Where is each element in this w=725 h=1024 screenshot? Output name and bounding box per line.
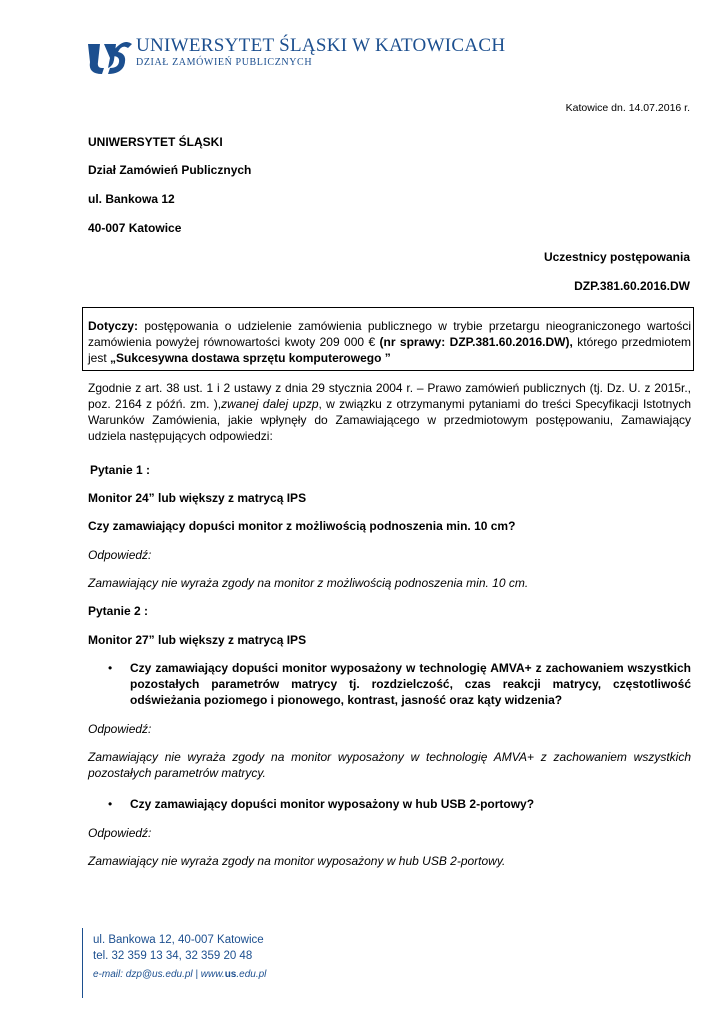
question-1-title: Pytanie 1 : [90, 463, 151, 477]
department-name: DZIAŁ ZAMÓWIEŃ PUBLICZNYCH [136, 57, 313, 68]
answer-1-text: Zamawiający nie wyraża zgody na monitor z możliwością podnoszenia min. 10 cm. [88, 576, 529, 590]
answer-1-label: Odpowiedź: [88, 548, 152, 562]
university-name: UNIWERSYTET ŚLĄSKI W KATOWICACH [136, 35, 506, 56]
subject-text: Dotyczy: postępowania o udzielenie zamówienia publicznego w trybie przetargu nieograniczonego wartości zamówienia powyżej równowartości kwoty 209 000 € (nr sprawy: DZP.381.60.2016.DW), którego przedmiotem jest „Sukcesywna dostawa sprzętu komputerowego ” [88, 319, 692, 365]
recipient: Uczestnicy postępowania [543, 250, 690, 264]
intro-paragraph: Zgodnie z art. 38 ust. 1 i 2 ustawy z dnia 29 stycznia 2004 r. – Prawo zamówień publicznych (tj. Dz. U. z 2015r., poz. 2164 z późń. zm. ),zwanej dalej upzp, w związku z otrzymanymi pytaniami do treści Specyfikacji Istotnych Warunków Zamówienia, jakie wpłynęły do Zamawiającego w przedmiotowym postępowaniu, Zamawiający udziela następujących odpowiedzi: [88, 381, 691, 443]
footer-divider [82, 928, 83, 998]
question-1-subject: Monitor 24” lub większy z matrycą IPS [88, 491, 307, 505]
bullet-icon: • [108, 661, 113, 675]
address-line-2: Dział Zamówień Publicznych [88, 163, 252, 177]
footer-contact: e-mail: dzp@us.edu.pl | www.us.edu.pl [93, 969, 267, 980]
subject-case-ref: (nr sprawy: DZP.381.60.2016.DW), [379, 335, 573, 349]
answer-2b-label: Odpowiedź: [88, 826, 152, 840]
letter-date: Katowice dn. 14.07.2016 r. [565, 102, 690, 114]
question-2-bullet-2: Czy zamawiający dopuści monitor wyposażony w hub USB 2-portowy? [130, 797, 535, 811]
answer-2a-label: Odpowiedź: [88, 722, 152, 736]
subject-label: Dotyczy: [88, 319, 139, 333]
subject-item: „Sukcesywna dostawa sprzętu komputerowego ” [110, 351, 391, 365]
question-2-subject: Monitor 27” lub większy z matrycą IPS [88, 633, 307, 647]
address-line-3: ul. Bankowa 12 [88, 192, 175, 206]
bullet-icon: • [108, 797, 113, 811]
answer-2b-text: Zamawiający nie wyraża zgody na monitor wyposażony w hub USB 2-portowy. [88, 854, 506, 868]
footer-address: ul. Bankowa 12, 40-007 Katowice [93, 934, 264, 946]
address-line-1: UNIWERSYTET ŚLĄSKI [88, 135, 223, 149]
question-2-title: Pytanie 2 : [88, 604, 149, 618]
us-logo-icon [84, 36, 134, 76]
footer-phone: tel. 32 359 13 34, 32 359 20 48 [93, 950, 253, 962]
question-1-text: Czy zamawiający dopuści monitor z możliwością podnoszenia min. 10 cm? [88, 519, 516, 533]
address-line-4: 40-007 Katowice [88, 221, 182, 235]
answer-2a-text: Zamawiający nie wyraża zgody na monitor wyposażony w technologię AMVA+ z zachowaniem wszystkich pozostałych parametrów matrycy. [88, 750, 691, 780]
case-reference: DZP.381.60.2016.DW [574, 279, 690, 293]
footer-web-link[interactable]: us [224, 969, 237, 980]
question-2-bullet-1: Czy zamawiający dopuści monitor wyposażony w technologię AMVA+ z zachowaniem wszystkich pozostałych parametrów matrycy tj. rozdzielczość, czas reakcji matrycy, częstotliwość odświeżania poziomego i pionowego, kontrast, jasność oraz kąty widzenia? [130, 661, 691, 707]
